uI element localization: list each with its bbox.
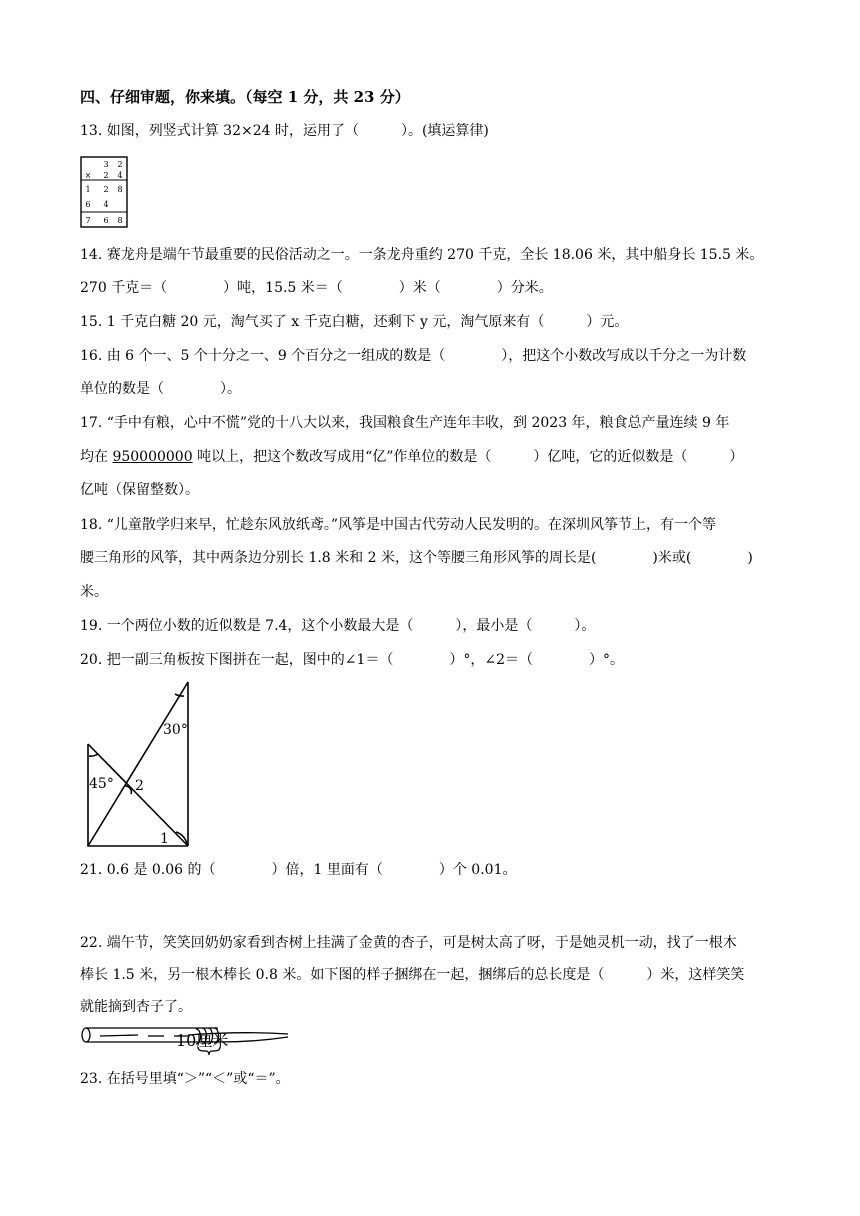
question-18-line3: 米。 bbox=[80, 584, 108, 600]
question-14-line2: 270 千克＝（ ）吨，15.5 米＝（ ）米（ ）分米。 bbox=[80, 280, 553, 296]
question-16-line2: 单位的数是（ ）。 bbox=[80, 381, 241, 397]
fig-r5c1: 7 bbox=[85, 216, 91, 225]
triangle-figure bbox=[80, 676, 220, 850]
fig-r4c2: 4 bbox=[103, 200, 109, 209]
fig-r5c3: 8 bbox=[117, 216, 123, 225]
fig-r3c1: 1 bbox=[85, 185, 91, 194]
fig-r5c2: 6 bbox=[103, 216, 109, 225]
fig-r3c3: 8 bbox=[117, 185, 123, 194]
q17-post: 吨以上，把这个数改写成用“亿”作单位的数是（ ）亿吨，它的近似数是（ ） bbox=[192, 449, 744, 465]
question-19: 19. 一个两位小数的近似数是 7.4，这个小数最大是（ ），最小是（ ）。 bbox=[80, 618, 596, 634]
question-17-line3: 亿吨（保留整数）。 bbox=[80, 482, 199, 498]
fig-r1c3: 2 bbox=[117, 160, 123, 169]
question-22-line2: 棒长 1.5 米，另一根木棒长 0.8 米。如下图的样子捆绑在一起，捆绑后的总长度是（ ）米，这样笑笑 bbox=[80, 967, 745, 983]
question-17-line2 bbox=[80, 448, 743, 466]
question-22-line3: 就能摘到杏子了。 bbox=[80, 999, 192, 1015]
fig-r2c2: 2 bbox=[103, 171, 109, 180]
question-23: 23. 在括号里填“＞”“＜”或“＝”。 bbox=[80, 1071, 290, 1087]
question-21: 21. 0.6 是 0.06 的（ ）倍，1 里面有（ ）个 0.01。 bbox=[80, 862, 517, 878]
angle-45-label: 45° bbox=[89, 776, 114, 792]
fig-r1c2: 3 bbox=[103, 160, 109, 169]
question-16-line1: 16. 由 6 个一、5 个十分之一、9 个百分之一组成的数是（ ），把这个小数改写成以千分之一为计数 bbox=[80, 348, 747, 364]
multiplication-figure bbox=[80, 156, 128, 228]
q17-number: 950000000 bbox=[112, 449, 193, 465]
fig-r2c3: 4 bbox=[117, 171, 123, 180]
fig-r4c1: 6 bbox=[85, 200, 91, 209]
q17-pre: 均在 bbox=[80, 449, 113, 465]
overlap-length-label: 10厘米 bbox=[176, 1031, 229, 1050]
question-22-line1: 22. 端午节，笑笑回奶奶家看到杏树上挂满了金黄的杏子，可是树太高了呀，于是她灵机一动，找了一根木 bbox=[80, 935, 737, 951]
question-18-line2: 腰三角形的风筝，其中两条边分别长 1.8 米和 2 米，这个等腰三角形风筝的周长是( )米或( ) bbox=[80, 550, 753, 566]
angle-1-label: 1 bbox=[160, 831, 169, 847]
question-17-line1: 17. “手中有粮，心中不慌”党的十八大以来，我国粮食生产连年丰收，到 2023 年，粮食总产量连续 9 年 bbox=[80, 415, 730, 431]
angle-30-label: 30° bbox=[163, 722, 188, 738]
section-title: 四、仔细审题，你来填。（每空 1 分，共 23 分） bbox=[80, 88, 410, 106]
question-18-line1: 18. “儿童散学归来早，忙趁东风放纸鸢。”风筝是中国古代劳动人民发明的。在深圳风筝节上，有一个等 bbox=[80, 517, 717, 533]
fig-r3c2: 2 bbox=[103, 185, 109, 194]
question-13: 13. 如图，列竖式计算 32×24 时，运用了（ ）。(填运算律) bbox=[80, 123, 489, 139]
fig-r2c1: × bbox=[84, 171, 92, 180]
question-15: 15. 1 千克白糖 20 元，淘气买了 x 千克白糖，还剩下 y 元，淘气原来有（ ）元。 bbox=[80, 314, 629, 330]
question-20: 20. 把一副三角板按下图拼在一起，图中的∠1＝（ ）°，∠2＝（ ）°。 bbox=[80, 652, 624, 668]
angle-2-label: 2 bbox=[135, 778, 144, 794]
question-14-line1: 14. 赛龙舟是端午节最重要的民俗活动之一。一条龙舟重约 270 千克，全长 18.06 米，其中船身长 15.5 米。 bbox=[80, 247, 764, 263]
